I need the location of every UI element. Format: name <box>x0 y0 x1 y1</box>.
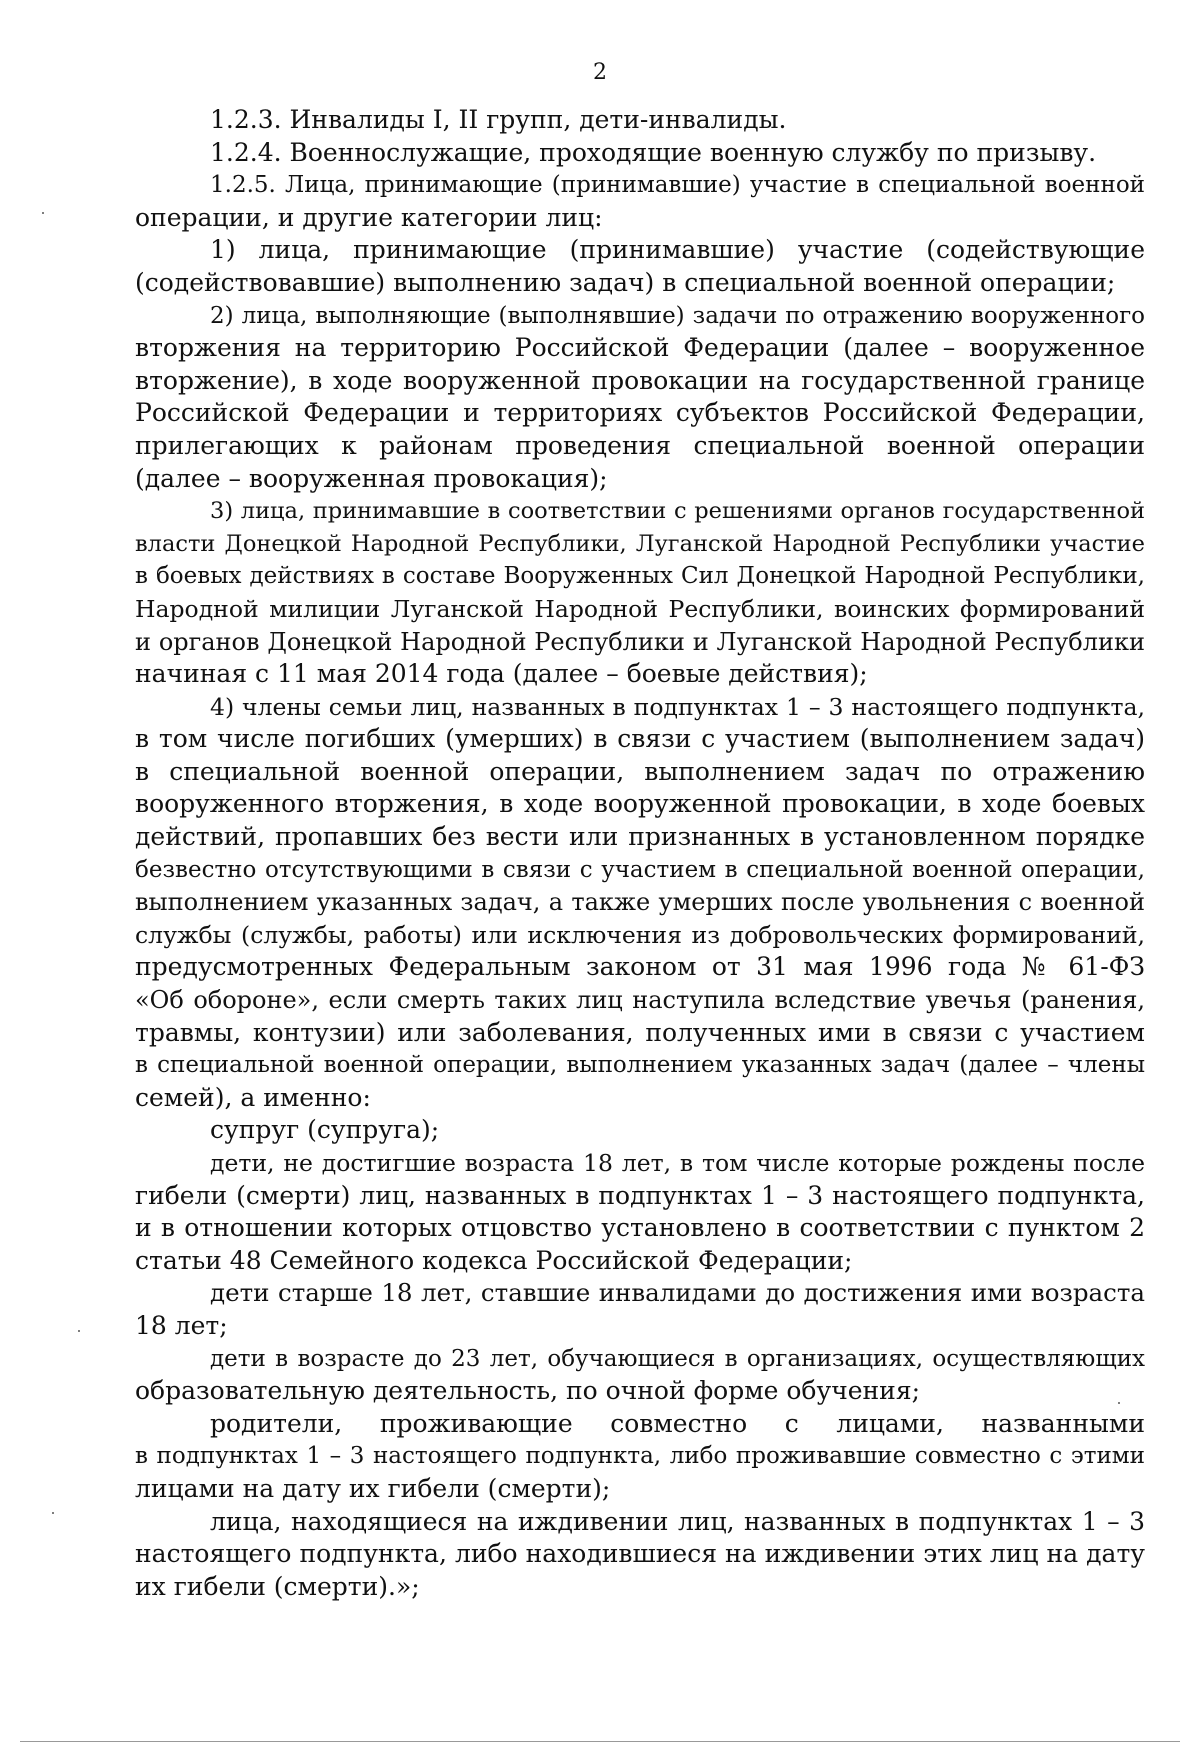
text-line: в боевых действиях в составе Вооруженных Сил Донецкой Народной Республики, <box>135 563 1145 590</box>
text-line: власти Донецкой Народной Республики, Луганской Народной Республики участие <box>135 530 1145 557</box>
text-line: гибели (смерти) лиц, названных в подпунктах 1 – 3 настоящего подпункта, <box>135 1180 1145 1210</box>
text-line: 3) лица, принимавшие в соответствии с решениями органов государственной <box>210 498 1145 525</box>
text-line: настоящего подпункта, либо находившиеся на иждивении этих лиц на дату <box>135 1539 1145 1569</box>
text-line: вооруженного вторжения, в ходе вооруженной провокации, в ходе боевых <box>135 789 1145 819</box>
text-line: 1) лица, принимающие (принимавшие) участие (содействующие <box>210 235 1145 265</box>
text-line: 4) члены семьи лиц, названных в подпунктах 1 – 3 настоящего подпункта, <box>210 692 1145 721</box>
text-line: в подпунктах 1 – 3 настоящего подпункта, либо проживавшие совместно с этими <box>135 1443 1145 1470</box>
text-line: выполнением указанных задач, а также умерших после увольнения с военной <box>135 888 1145 917</box>
text-line: травмы, контузии) или заболевания, полученных ими в связи с участием <box>135 1017 1145 1047</box>
text-line: 1.2.4. Военнослужащие, проходящие военную службу по призыву. <box>210 137 1097 167</box>
text-line: 1.2.5. Лица, принимающие (принимавшие) участие в специальной военной <box>210 172 1145 199</box>
text-line: и в отношении которых отцовство установлено в соответствии с пунктом 2 <box>135 1213 1145 1243</box>
page-number: 2 <box>593 60 607 85</box>
text-line: в том числе погибших (умерших) в связи с участием (выполнением задач) <box>135 724 1145 754</box>
scan-edge-line <box>20 1741 1180 1742</box>
text-line: 18 лет; <box>135 1310 228 1340</box>
text-line: супруг (супруга); <box>210 1115 440 1145</box>
scan-speck <box>42 212 44 214</box>
text-line: операции, и другие категории лиц: <box>135 202 603 232</box>
text-line: (содействовавшие) выполнению задач) в специальной военной операции; <box>135 267 1116 297</box>
text-line: дети, не достигшие возраста 18 лет, в том числе которые рождены после <box>210 1149 1145 1177</box>
document-body <box>135 104 1145 1603</box>
text-line: статьи 48 Семейного кодекса Российской Федерации; <box>135 1245 853 1275</box>
text-line: начиная с 11 мая 2014 года (далее – боевые действия); <box>135 659 868 689</box>
text-line: в специальной военной операции, выполнением указанных задач (далее – члены <box>135 1052 1145 1079</box>
text-line: их гибели (смерти).»; <box>135 1571 420 1601</box>
text-line: лица, находящиеся на иждивении лиц, названных в подпунктах 1 – 3 <box>210 1506 1145 1536</box>
text-line: вторжение), в ходе вооруженной провокации на государственной границе <box>135 365 1145 395</box>
text-line: предусмотренных Федеральным законом от 31 мая 1996 года № 61-ФЗ <box>135 952 1145 982</box>
text-line: безвестно отсутствующими в связи с участием в специальной военной операции, <box>135 856 1145 883</box>
text-line: 2) лица, выполняющие (выполнявшие) задачи по отражению вооруженного <box>210 302 1145 329</box>
text-line: и органов Донецкой Народной Республики и Луганской Народной Республики <box>135 627 1145 656</box>
text-line: дети в возрасте до 23 лет, обучающиеся в организациях, осуществляющих <box>210 1345 1145 1372</box>
text-line: в специальной военной операции, выполнением задач по отражению <box>135 756 1145 786</box>
text-line: дети старше 18 лет, ставшие инвалидами до достижения ими возраста <box>210 1278 1145 1308</box>
text-line: родители, проживающие совместно с лицами, названными <box>210 1408 1145 1438</box>
text-line: образовательную деятельность, по очной форме обучения; <box>135 1376 921 1406</box>
text-line: 1.2.3. Инвалиды I, II групп, дети-инвалиды. <box>210 105 787 134</box>
text-line: вторжения на территорию Российской Федерации (далее – вооруженное <box>135 333 1145 363</box>
text-line: лицами на дату их гибели (смерти); <box>135 1473 611 1503</box>
text-line: семей), а именно: <box>135 1082 371 1112</box>
text-line: Российской Федерации и территориях субъектов Российской Федерации, <box>135 398 1145 428</box>
scan-speck <box>78 1330 80 1332</box>
scan-speck <box>1118 1402 1120 1404</box>
text-line: прилегающих к районам проведения специальной военной операции <box>135 430 1145 460</box>
text-line: Народной милиции Луганской Народной Республики, воинских формирований <box>135 594 1145 623</box>
text-line: «Об обороне», если смерть таких лиц наступила вследствие увечья (ранения, <box>135 986 1145 1015</box>
text-line: действий, пропавших без вести или признанных в установленном порядке <box>135 822 1145 852</box>
scan-speck <box>52 1512 54 1514</box>
text-line: (далее – вооруженная провокация); <box>135 463 608 493</box>
text-line: службы (службы, работы) или исключения из добровольческих формирований, <box>135 920 1145 949</box>
